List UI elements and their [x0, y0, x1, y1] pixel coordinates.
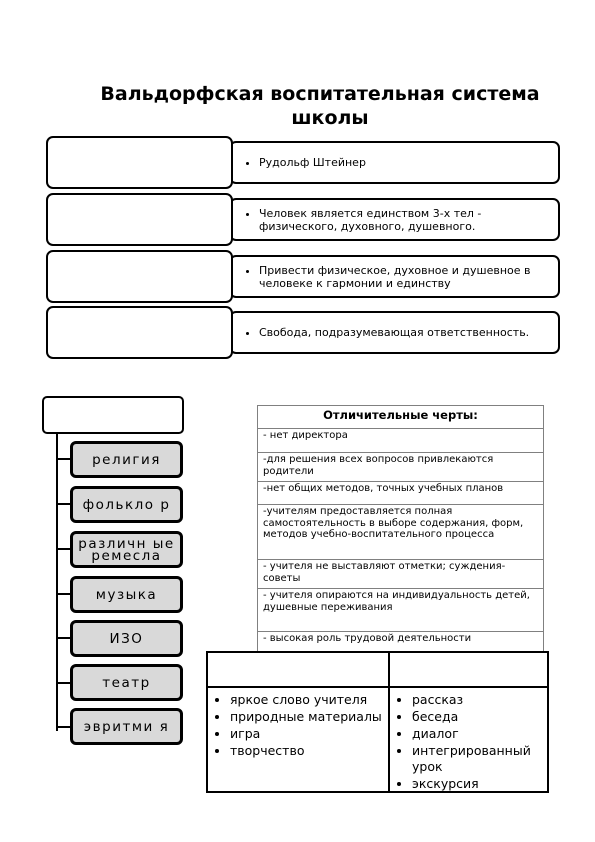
connector-3: [56, 548, 71, 550]
connector-4: [56, 593, 71, 595]
feature-row: -для решения всех вопросов привлекаются родители: [258, 453, 543, 482]
title-line-2: школы: [291, 107, 369, 129]
means-item: • творчество: [230, 743, 392, 759]
subject-label: религия: [92, 451, 161, 468]
subject-label: театр: [102, 674, 151, 691]
title-line-1: Вальдорфская воспитательная система: [100, 83, 540, 105]
connector-5: [56, 637, 71, 639]
row-text-2: • Человек является единством 3-х тел - физического, духовного, душевного.: [259, 207, 552, 233]
row-label-box-1: [46, 136, 233, 189]
feature-row: -нет общих методов, точных учебных планов: [258, 482, 543, 505]
feature-row: - учителя опираются на индивидуальность детей, душевные переживания: [258, 589, 543, 632]
page-title: [60, 82, 580, 130]
means-item: • интегрированный урок: [412, 743, 547, 775]
means-box-left-header: [208, 653, 392, 688]
subjects-header-box: [42, 396, 184, 434]
feature-row: -учителям предоставляется полная самостоятельность в выборе содержания, форм, методов учебно-воспитательного процесса: [258, 505, 543, 560]
means-item: • игра: [230, 726, 392, 742]
subject-item: [70, 708, 183, 745]
subject-item: [70, 531, 183, 568]
row-content-box-2: [229, 198, 560, 241]
means-box-left: [206, 651, 394, 793]
means-list-left: [208, 688, 392, 759]
row-text-4: • Свобода, подразумевающая ответственность.: [259, 326, 529, 339]
subject-label: эвритми я: [83, 718, 170, 735]
row-label-box-3: [46, 250, 233, 303]
subject-item: [70, 664, 183, 701]
features-header: Отличительные черты:: [258, 406, 543, 429]
feature-row: - нет директора: [258, 429, 543, 453]
subject-item: [70, 441, 183, 478]
row-label-box-2: [46, 193, 233, 246]
row-text-3: • Привести физическое, духовное и душевное в человеке к гармонии и единству: [259, 264, 552, 290]
means-list-right: [390, 688, 547, 792]
feature-row: - учителя не выставляют отметки; суждения-советы: [258, 560, 543, 589]
means-item: • диалог: [412, 726, 547, 742]
subject-label: музыка: [95, 586, 158, 603]
row-content-box-3: [229, 255, 560, 298]
row-content-box-1: [229, 141, 560, 184]
means-item: • экскурсия: [412, 776, 547, 792]
subject-item: [70, 620, 183, 657]
feature-row: - высокая роль трудовой деятельности: [263, 633, 472, 644]
connector-2: [56, 503, 71, 505]
means-item: • рассказ: [412, 692, 547, 708]
row-text-1: • Рудольф Штейнер: [259, 156, 366, 169]
row-content-box-4: [229, 311, 560, 354]
subject-item: [70, 486, 183, 523]
features-table: [257, 405, 544, 654]
subject-label: ИЗО: [109, 630, 144, 647]
means-item: • природные материалы: [230, 709, 392, 725]
row-label-box-4: [46, 306, 233, 359]
subject-item: [70, 576, 183, 613]
connector-7: [56, 726, 71, 728]
connector-6: [56, 682, 71, 684]
subject-label: различн ые ремесла: [78, 535, 175, 564]
means-box-right: [388, 651, 549, 793]
stack-connector-line: [56, 433, 58, 731]
means-item: • беседа: [412, 709, 547, 725]
subject-label: фолькло р: [82, 496, 171, 513]
means-box-right-header: [390, 653, 547, 688]
connector-1: [56, 458, 71, 460]
means-item: • яркое слово учителя: [230, 692, 392, 708]
